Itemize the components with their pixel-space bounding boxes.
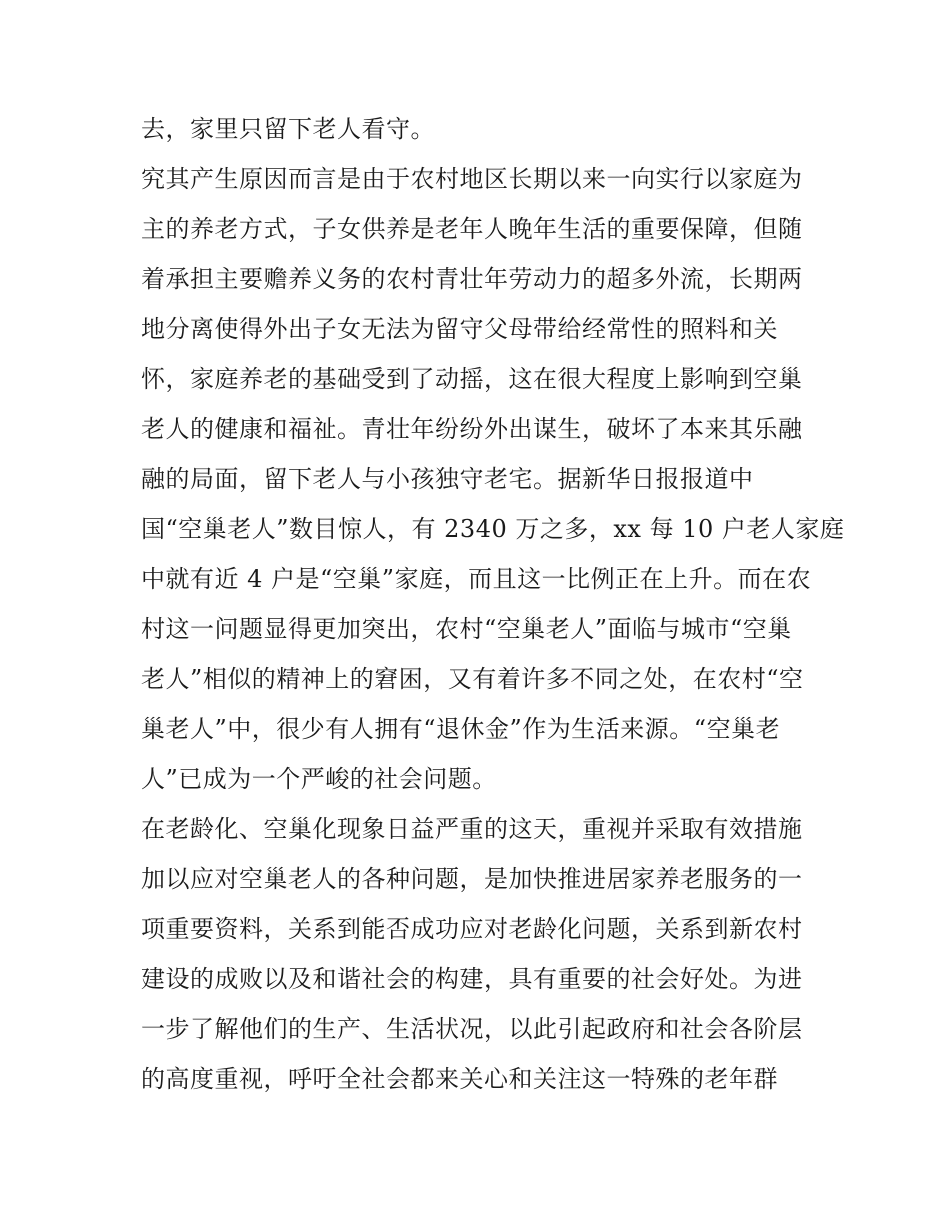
text-line: 主的养老方式，子女供养是老年人晚年生活的重要保障，但随 <box>141 215 803 243</box>
text-line: 的高度重视，呼吁全社会都来关心和关注这一特殊的老年群 <box>141 1065 778 1093</box>
text-line: 究其产生原因而言是由于农村地区长期以来一向实行以家庭为 <box>141 165 803 193</box>
text-line: 村这一问题显得更加突出，农村“空巢老人”面临与城市“空巢 <box>141 615 792 643</box>
text-line: 建设的成败以及和谐社会的构建，具有重要的社会好处。为进 <box>141 965 803 993</box>
text-line: 国“空巢老人”数目惊人，有 2340 万之多，xx 每 10 户老人家庭 <box>141 515 845 543</box>
text-line: 项重要资料，关系到能否成功应对老龄化问题，关系到新农村 <box>141 915 803 943</box>
text-line: 着承担主要赡养义务的农村青壮年劳动力的超多外流，长期两 <box>141 265 803 293</box>
text-line: 怀，家庭养老的基础受到了动摇，这在很大程度上影响到空巢 <box>141 365 803 393</box>
text-line: 地分离使得外出子女无法为留守父母带给经常性的照料和关 <box>141 315 778 343</box>
text-line: 老人”相似的精神上的窘困，又有着许多不同之处，在农村“空 <box>141 665 804 693</box>
document-page <box>141 104 845 1104</box>
text-line: 中就有近 4 户是“空巢”家庭，而且这一比例正在上升。而在农 <box>141 565 812 593</box>
text-line: 老人的健康和福祉。青壮年纷纷外出谋生，破坏了本来其乐融 <box>141 415 803 443</box>
text-line: 融的局面，留下老人与小孩独守老宅。据新华日报报道中 <box>141 465 754 493</box>
text-line: 巢老人”中，很少有人拥有“退休金”作为生活来源。“空巢老 <box>141 715 781 743</box>
text-line: 一步了解他们的生产、生活状况，以此引起政府和社会各阶层 <box>141 1015 803 1043</box>
text-line: 加以应对空巢老人的各种问题，是加快推进居家养老服务的一 <box>141 865 803 893</box>
text-line: 在老龄化、空巢化现象日益严重的这天，重视并采取有效措施 <box>141 815 803 843</box>
text-line: 人”已成为一个严峻的社会问题。 <box>141 765 497 793</box>
text-line: 去，家里只留下老人看守。 <box>141 115 435 143</box>
